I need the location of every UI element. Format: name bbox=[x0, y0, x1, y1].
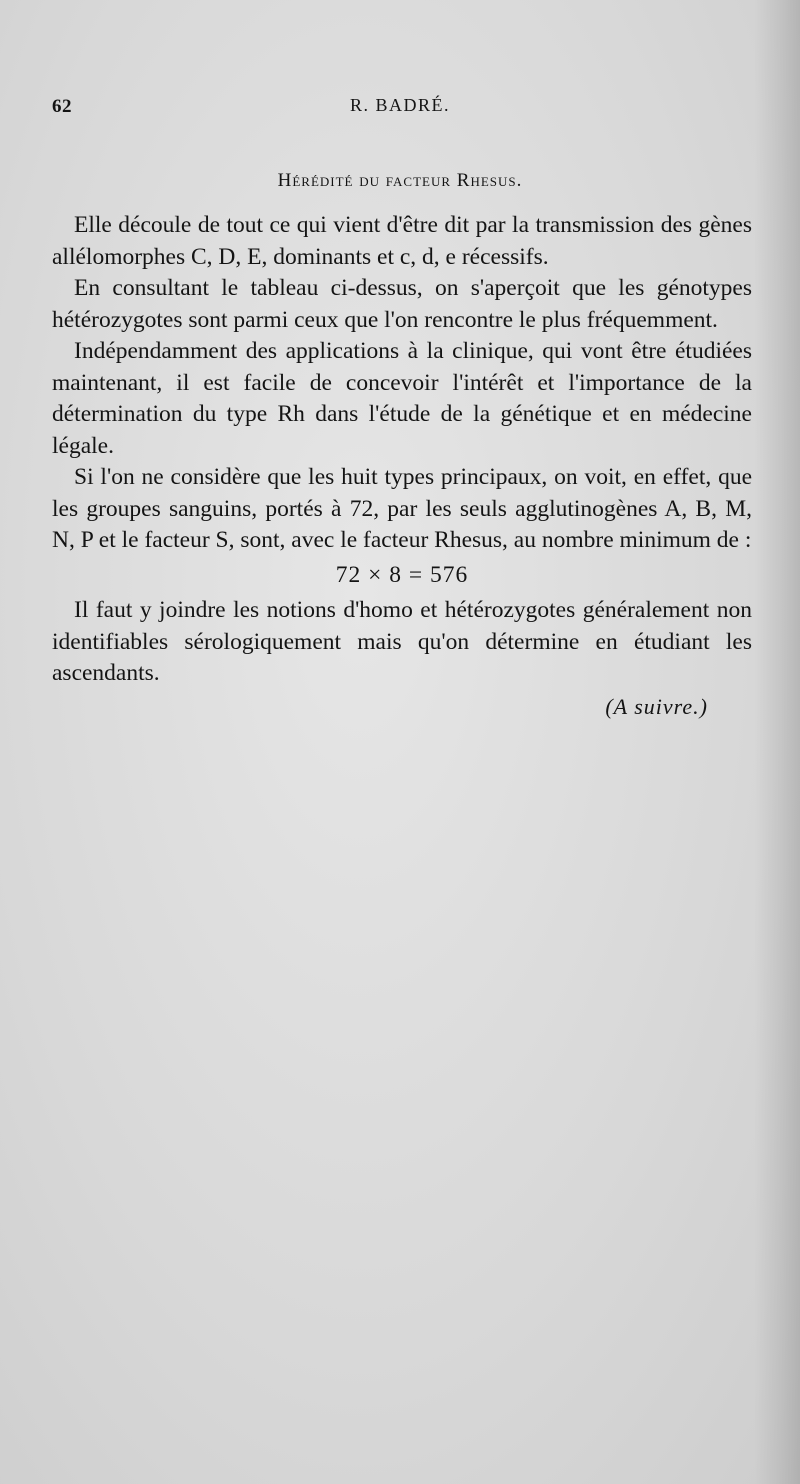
running-head-author: R. BADRÉ. bbox=[349, 95, 450, 115]
paragraph-genotypes: En consultant le tableau ci-dessus, on s'aperçoit que les génotypes hétérozygotes sont parmi ceux que l'on rencontre le plus fréquemment. bbox=[52, 275, 752, 333]
to-be-continued-note: (A suivre.) bbox=[605, 694, 708, 719]
paragraph-main-types: Si l'on ne considère que les huit types principaux, on voit, en effet, que les groupes sanguins, portés à 72, par les seuls agglutinogènes A, B, M, N, P et le facteur S, sont, avec le facteur Rhesus, au nombre minimum de : bbox=[52, 464, 752, 553]
page-number: 62 bbox=[52, 96, 72, 117]
page-edge-shadow bbox=[754, 0, 800, 1484]
formula: 72 × 8 = 576 bbox=[335, 561, 469, 588]
body-text bbox=[52, 210, 752, 690]
paragraph-applications: Indépendamment des applications à la clinique, qui vont être étudiées maintenant, il est facile de concevoir l'intérêt et l'importance de la détermination du type Rh dans l'étude de la génétique et en médecine légale. bbox=[52, 338, 752, 459]
section-title: Hérédité du facteur Rhesus. bbox=[277, 170, 523, 191]
paragraph-closing: Il faut y joindre les notions d'homo et hétérozygotes généralement non identifiables sérologiquement mais qu'on détermine en étudiant les ascendants. bbox=[52, 597, 752, 686]
paragraph-transmission: Elle découle de tout ce qui vient d'être dit par la transmission des gènes allélomorphes C, D, E, dominants et c, d, e récessifs. bbox=[52, 212, 752, 270]
